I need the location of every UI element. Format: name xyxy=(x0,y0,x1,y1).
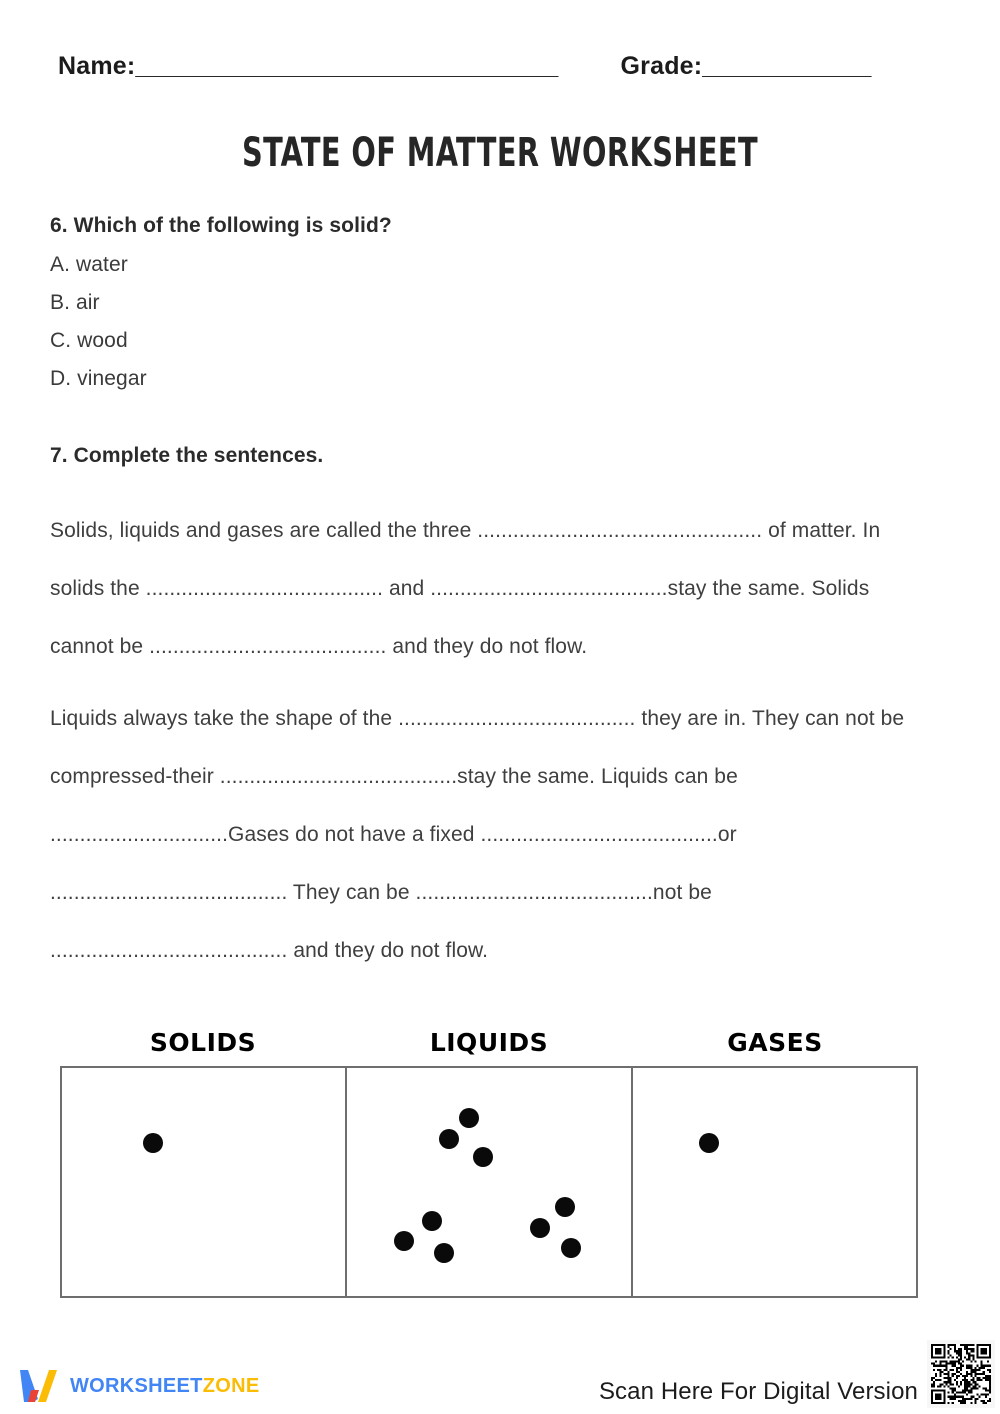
brand-text-worksheet: WORKSHEET xyxy=(70,1374,203,1397)
diagram-cell-solids xyxy=(62,1068,345,1296)
particle-dot xyxy=(422,1211,442,1231)
question-7-prompt: 7. Complete the sentences. xyxy=(50,444,324,467)
diagram-label-gases: GASES xyxy=(727,1028,823,1057)
student-info-row xyxy=(0,52,1000,81)
diagram-labels xyxy=(60,1028,918,1057)
scan-instruction-text: Scan Here For Digital Version xyxy=(598,1378,918,1405)
brand-w-icon xyxy=(18,1368,60,1404)
particle-dot xyxy=(143,1133,163,1153)
name-field[interactable]: Name:______________________________ xyxy=(58,52,559,80)
footer xyxy=(0,1364,1000,1414)
states-of-matter-diagram xyxy=(60,1028,918,1298)
question-6 xyxy=(50,214,930,398)
question-7 xyxy=(50,444,930,980)
diagram-cell-gases xyxy=(631,1068,916,1296)
particle-dot xyxy=(699,1133,719,1153)
particle-dot xyxy=(530,1218,550,1238)
page-title: STATE OF MATTER WORKSHEET xyxy=(241,130,759,176)
particle-dot xyxy=(459,1108,479,1128)
question-6-prompt: 6. Which of the following is solid? xyxy=(50,214,392,237)
brand-text-zone: ZONE xyxy=(202,1374,260,1397)
question-6-option-b[interactable]: B. air xyxy=(50,291,100,314)
question-6-option-c[interactable]: C. wood xyxy=(50,329,128,352)
particle-dot xyxy=(434,1243,454,1263)
worksheet-zone-logo[interactable] xyxy=(18,1368,259,1404)
question-6-option-a[interactable]: A. water xyxy=(50,253,128,276)
question-7-body xyxy=(50,502,930,980)
question-6-option-d[interactable]: D. vinegar xyxy=(50,367,147,390)
question-7-paragraph-1[interactable]: Solids, liquids and gases are called the three ................................................ of matter. In solids the ........................................ and ........................................stay the same. Solids cannot be ........................................ and they do not flow. xyxy=(50,519,881,658)
particle-dot xyxy=(439,1129,459,1149)
particle-dot xyxy=(394,1231,414,1251)
particle-dot xyxy=(555,1197,575,1217)
grade-field[interactable]: Grade:____________ xyxy=(620,52,872,80)
question-7-paragraph-2[interactable]: Liquids always take the shape of the ........................................ they are in. They can not be compressed-their ........................................stay the same. Liquids can be ..............................Gases do not have a fixed ........................................or ........................................ They can be ........................................not be ........................................ and they do not flow. xyxy=(50,707,905,962)
diagram-cell-liquids xyxy=(345,1068,630,1296)
diagram-label-solids: SOLIDS xyxy=(149,1028,257,1057)
diagram-label-liquids: LIQUIDS xyxy=(429,1028,549,1057)
particle-dot xyxy=(561,1238,581,1258)
brand-text xyxy=(70,1375,259,1398)
diagram-box xyxy=(60,1066,918,1298)
particle-dot xyxy=(473,1147,493,1167)
qr-code[interactable] xyxy=(927,1340,995,1408)
